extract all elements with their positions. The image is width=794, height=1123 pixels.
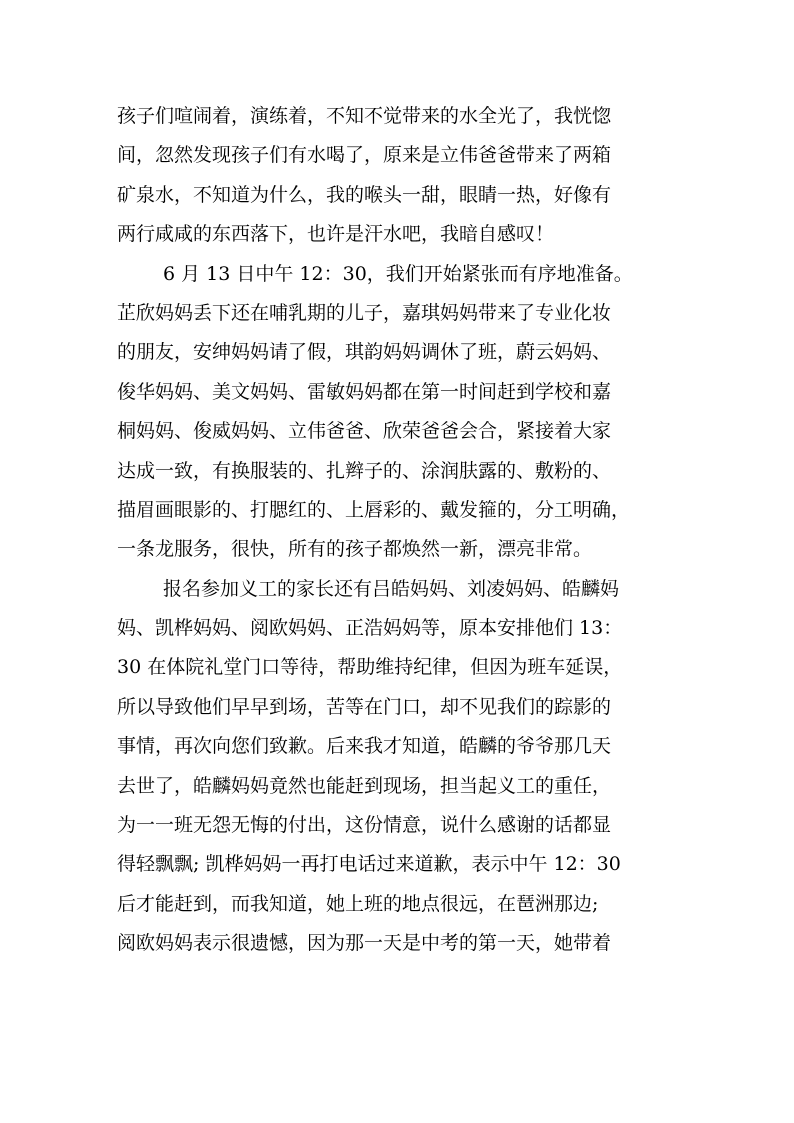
text-line: 矿泉水，不知道为什么，我的喉头一甜，眼睛一热，好像有 xyxy=(117,183,612,206)
text-line: 报名参加义工的家长还有吕皓妈妈、刘凌妈妈、皓麟妈 xyxy=(163,577,620,600)
text-line: 达成一致，有换服装的、扎辫子的、涂润肤露的、敷粉的、 xyxy=(117,459,612,482)
paragraph-2 xyxy=(117,255,677,570)
text-line: 妈、凯桦妈妈、阅欧妈妈、正浩妈妈等，原本安排他们 13： xyxy=(117,617,623,640)
text-line: 后才能赶到，而我知道，她上班的地点很远，在琶洲那边; xyxy=(117,892,599,915)
paragraph-1 xyxy=(117,97,677,255)
text-line: 间，忽然发现孩子们有水喝了，原来是立伟爸爸带来了两箱 xyxy=(117,144,612,167)
text-line: 孩子们喧闹着，演练着，不知不觉带来的水全光了，我恍惚 xyxy=(117,105,612,127)
text-line: 事情，再次向您们致歉。后来我才知道，皓麟的爷爷那几天 xyxy=(117,735,612,758)
text-line: 桐妈妈、俊威妈妈、立伟爸爸、欣荣爸爸会合，紧接着大家 xyxy=(117,420,612,443)
text-line: 一条龙服务，很快，所有的孩子都焕然一新，漂亮非常。 xyxy=(117,538,593,561)
text-line: 30 在体院礼堂门口等待，帮助维持纪律，但因为班车延误， xyxy=(117,656,623,679)
text-line: 得轻飘飘; 凯桦妈妈一再打电话过来道歉，表示中午 12：30 xyxy=(117,853,621,876)
document-body xyxy=(117,97,677,964)
text-line: 去世了，皓麟妈妈竟然也能赶到现场，担当起义工的重任， xyxy=(117,774,612,797)
text-line: 描眉画眼影的、打腮红的、上唇彩的、戴发箍的，分工明确， xyxy=(117,498,631,521)
text-line: 6 月 13 日中午 12：30，我们开始紧张而有序地准备。 xyxy=(163,262,633,285)
text-line: 两行咸咸的东西落下，也许是汗水吧，我暗自感叹！ xyxy=(117,223,555,246)
text-line: 的朋友，安绅妈妈请了假，琪韵妈妈调休了班，蔚云妈妈、 xyxy=(117,341,612,364)
text-line: 俊华妈妈、美文妈妈、雷敏妈妈都在第一时间赶到学校和嘉 xyxy=(117,380,612,403)
text-line: 所以导致他们早早到场，苦等在门口，却不见我们的踪影的 xyxy=(117,695,612,718)
paragraph-3 xyxy=(117,570,677,964)
text-line: 为一一班无怨无悔的付出，这份情意，说什么感谢的话都显 xyxy=(117,814,612,837)
text-line: 阅欧妈妈表示很遗憾，因为那一天是中考的第一天，她带着 xyxy=(117,932,612,955)
text-line: 芷欣妈妈丢下还在哺乳期的儿子，嘉琪妈妈带来了专业化妆 xyxy=(117,301,612,324)
